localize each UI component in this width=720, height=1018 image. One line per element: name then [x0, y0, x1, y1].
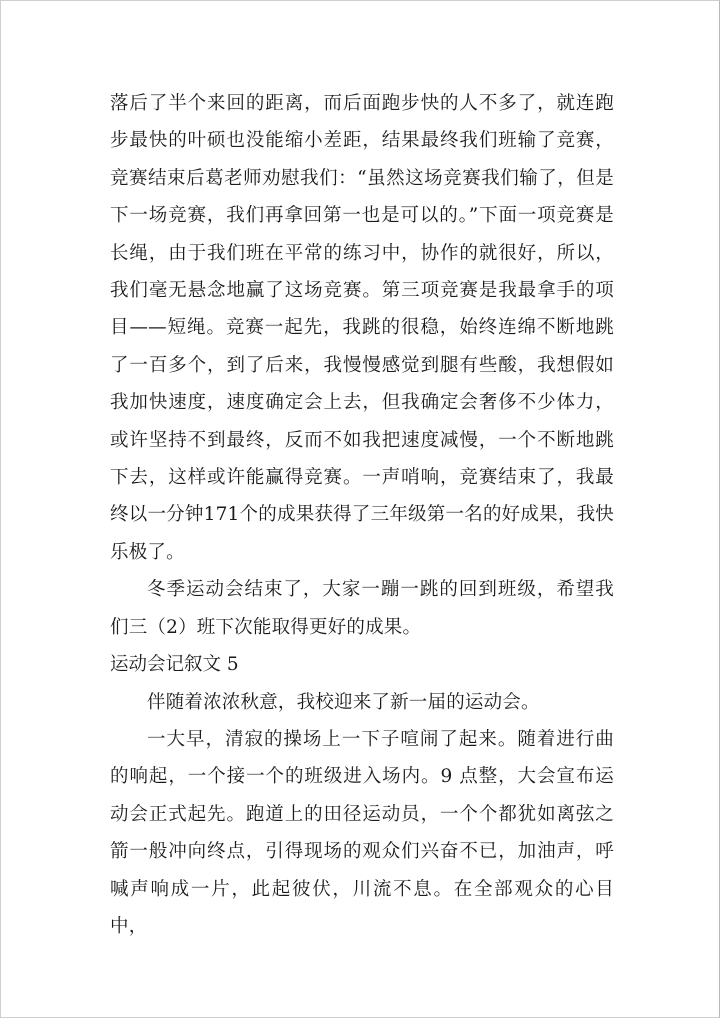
- document-body: [110, 85, 614, 945]
- paragraph-conclusion: 冬季运动会结束了，大家一蹦一跳的回到班级，希望我们三（2）班下次能取得更好的成果。: [110, 579, 614, 638]
- section-title: 运动会记叙文 5: [110, 654, 239, 676]
- section-paragraph-intro: 伴随着浓浓秋意，我校迎来了新一届的运动会。: [147, 691, 540, 713]
- section-paragraph-body: 一大早，清寂的操场上一下子喧闹了起来。随着进行曲的响起，一个接一个的班级进入场内。9 点整，大会宣布运动会正式起先。跑道上的田径运动员，一个个都犹如离弦之箭一般冲向终点，引得现场的观众们兴奋不已，加油声，呼喊声响成一片，此起彼伏，川流不息。在全部观众的心目中，: [110, 728, 614, 937]
- paragraph-continuation: 落后了半个来回的距离，而后面跑步快的人不多了，就连跑步最快的叶硕也没能缩小差距，结果最终我们班输了竞赛，竞赛结束后葛老师劝慰我们：“虽然这场竞赛我们输了，但是下一场竞赛，我们再拿回第一也是可以的。”下面一项竞赛是长绳，由于我们班在平常的练习中，协作的就很好，所以，我们毫无悬念地赢了这场竞赛。第三项竞赛是我最拿手的项目——短绳。竞赛一起先，我跳的很稳，始终连绵不断地跳了一百多个，到了后来，我慢慢感觉到腿有些酸，我想假如我加快速度，速度确定会上去，但我确定会奢侈不少体力，或许坚持不到最终，反而不如我把速度减慢，一个不断地跳下去，这样或许能赢得竞赛。一声哨响，竞赛结束了，我最终以一分钟171个的成果获得了三年级第一名的好成果，我快乐极了。: [110, 93, 614, 563]
